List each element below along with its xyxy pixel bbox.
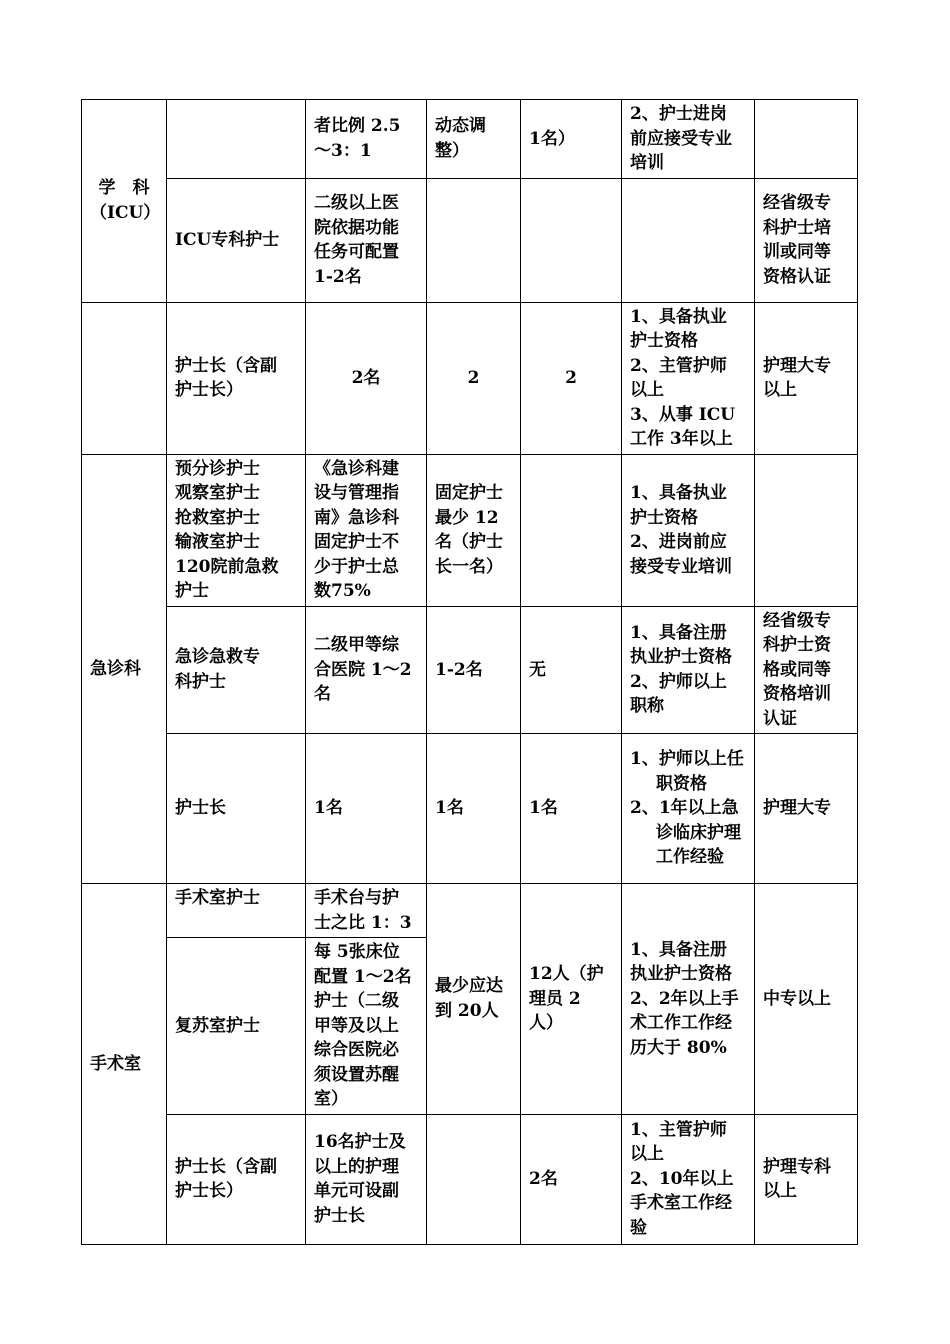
table-cell xyxy=(167,606,306,734)
cell-text: 护士（二级 xyxy=(314,991,399,1011)
dept-label: 急诊科 xyxy=(90,658,141,679)
table-cell xyxy=(622,100,755,179)
cell-text: 士之比 1：3 xyxy=(314,912,412,933)
cell-text: 历大于 80% xyxy=(630,1037,727,1058)
table-row xyxy=(82,302,858,454)
cell-text: 甲等及以上 xyxy=(314,1015,399,1036)
cell-text: ICU专科护士 xyxy=(175,229,280,250)
cell-text: 护士 xyxy=(175,581,209,601)
table-cell xyxy=(755,884,858,1115)
cell-text: 1名 xyxy=(529,798,558,819)
cell-text: 认证 xyxy=(763,708,797,729)
cell-text: 护理大专 xyxy=(763,355,831,376)
table-cell xyxy=(167,734,306,884)
table-cell xyxy=(521,454,622,606)
cell-text: 护士长） xyxy=(175,380,243,400)
table-cell xyxy=(167,1114,306,1244)
cell-text: 以上 xyxy=(763,380,797,400)
table-cell xyxy=(427,884,521,1115)
cell-text: 前应接受专业 xyxy=(630,128,732,149)
cell-text: 名 xyxy=(314,684,331,704)
dept-icu-cell xyxy=(82,100,167,303)
cell-text: 1、具备注册 xyxy=(630,939,727,960)
cell-text: 格或同等 xyxy=(763,659,831,680)
table-cell xyxy=(622,884,755,1115)
cell-text: 护士资格 xyxy=(630,331,698,351)
cell-text: 1名 xyxy=(435,798,464,819)
cell-text: 2、护师以上 xyxy=(630,671,727,692)
cell-text: 经省级专 xyxy=(763,610,831,631)
cell-text: 经省级专 xyxy=(763,193,831,213)
table-cell xyxy=(306,178,427,302)
cell-text: 配置 1～2名 xyxy=(314,966,412,987)
table-row xyxy=(82,454,858,606)
table-cell xyxy=(755,178,858,302)
table-row xyxy=(82,884,858,938)
cell-text: 执业护士资格 xyxy=(630,964,732,984)
table-cell xyxy=(622,302,755,454)
cell-text: 验 xyxy=(630,1217,647,1238)
cell-text: 资格认证 xyxy=(763,266,831,287)
table-cell xyxy=(167,100,306,179)
table-cell xyxy=(427,302,521,454)
cell-text: 护士长 xyxy=(314,1205,365,1226)
table-cell xyxy=(306,606,427,734)
cell-text: 者比例 2.5 xyxy=(314,116,401,137)
cell-text: 护士长（含副 xyxy=(175,355,277,376)
table-cell xyxy=(427,606,521,734)
staffing-table xyxy=(81,99,858,1245)
cell-text: 培训 xyxy=(630,153,664,173)
cell-text: 16名护士及 xyxy=(314,1132,406,1152)
cell-text: 手术室工作经 xyxy=(630,1193,732,1214)
cell-text: 以上的护理 xyxy=(314,1156,399,1177)
cell-text: 科护士培 xyxy=(763,217,831,238)
cell-text: 护理专科 xyxy=(763,1156,831,1177)
cell-text: 以上 xyxy=(630,1144,664,1165)
cell-text: 2、1年以上急诊临床护理工作经验 xyxy=(630,798,741,868)
table-cell xyxy=(521,178,622,302)
cell-text: 2、主管护师 xyxy=(630,355,727,376)
table-row xyxy=(82,1114,858,1244)
cell-text: 南》急诊科 xyxy=(314,507,399,528)
table-cell xyxy=(306,1114,427,1244)
cell-text: 2、10年以上 xyxy=(630,1168,734,1189)
cell-text: 护理大专 xyxy=(763,798,831,819)
table-cell xyxy=(427,178,521,302)
cell-text: 科护士资 xyxy=(763,635,831,655)
table-cell xyxy=(521,606,622,734)
table-cell xyxy=(622,606,755,734)
cell-text: 少于护士总 xyxy=(314,556,399,577)
dept-label: 手术室 xyxy=(90,1053,141,1074)
cell-text: 人） xyxy=(529,1013,563,1033)
cell-text: 中专以上 xyxy=(763,988,831,1009)
cell-text: 动态调 xyxy=(435,116,486,137)
table-row xyxy=(82,606,858,734)
cell-text: ～3：1 xyxy=(314,140,372,161)
cell-text: 合医院 1～2 xyxy=(314,659,412,680)
cell-text: 以上 xyxy=(630,380,664,400)
cell-text: 整） xyxy=(435,140,469,161)
cell-text: 1名 xyxy=(314,798,343,819)
table-cell xyxy=(427,734,521,884)
dept-emergency-cell xyxy=(82,454,167,884)
table-cell xyxy=(306,938,427,1115)
cell-text: 预分诊护士 xyxy=(175,458,260,479)
cell-text: 理员 2 xyxy=(529,988,581,1009)
cell-text: 1-2名 xyxy=(435,659,483,680)
cell-text: 2 xyxy=(565,367,577,388)
table-cell xyxy=(622,454,755,606)
cell-text: 接受专业培训 xyxy=(630,556,732,577)
table-cell xyxy=(427,454,521,606)
cell-text: 复苏室护士 xyxy=(175,1015,260,1036)
cell-text: 2、进岗前应 xyxy=(630,532,727,552)
table-cell xyxy=(306,454,427,606)
cell-text: 3、从事 ICU xyxy=(630,404,736,425)
cell-text: 急诊急救专 xyxy=(175,647,260,668)
table-cell xyxy=(622,734,755,884)
cell-text: 1-2名 xyxy=(314,266,362,287)
cell-text: 任务可配置 xyxy=(314,242,399,262)
cell-text: 最少 12 xyxy=(435,507,499,528)
cell-text: 1、具备注册 xyxy=(630,622,727,643)
cell-text: 2名 xyxy=(351,367,381,388)
cell-text: 《急诊科建 xyxy=(314,458,399,479)
cell-text: 名（护士 xyxy=(435,532,503,552)
cell-text: 无 xyxy=(529,659,546,680)
cell-text: 单元可设副 xyxy=(314,1181,399,1201)
table-cell xyxy=(755,454,858,606)
table-row xyxy=(82,734,858,884)
cell-text: 1、具备执业 xyxy=(630,483,727,503)
table-cell xyxy=(167,938,306,1115)
table-cell xyxy=(755,1114,858,1244)
cell-text: 1、具备执业 xyxy=(630,306,727,327)
cell-text: 院依据功能 xyxy=(314,217,399,238)
table-cell xyxy=(755,734,858,884)
cell-text: 2、护士进岗 xyxy=(630,104,727,124)
cell-text: 观察室护士 xyxy=(175,483,260,503)
table-cell xyxy=(521,734,622,884)
cell-text: 固定护士不 xyxy=(314,532,399,552)
dept-label: （ICU） xyxy=(90,202,161,223)
cell-text: 1、护师以上任职资格 xyxy=(630,749,744,794)
cell-text: 护士长） xyxy=(175,1181,243,1201)
cell-text: 12人（护 xyxy=(529,964,604,984)
table-cell xyxy=(755,100,858,179)
cell-text: 二级以上医 xyxy=(314,193,399,213)
cell-text: 二级甲等综 xyxy=(314,635,399,655)
cell-text: 每 5张床位 xyxy=(314,942,400,962)
table-cell xyxy=(306,734,427,884)
cell-text: 执业护士资格 xyxy=(630,647,732,668)
table-cell xyxy=(521,100,622,179)
cell-text: 输液室护士 xyxy=(175,532,260,552)
cell-text: 护士资格 xyxy=(630,507,698,528)
table-cell xyxy=(306,302,427,454)
cell-text: 室） xyxy=(314,1089,348,1109)
table-cell xyxy=(167,178,306,302)
cell-text: 职称 xyxy=(630,696,664,717)
cell-text: 1名） xyxy=(529,128,575,149)
table-cell xyxy=(521,302,622,454)
cell-text: 术工作工作经 xyxy=(630,1013,732,1033)
cell-text: 护士长 xyxy=(175,798,226,819)
dept-or-cell xyxy=(82,884,167,1245)
cell-text: 最少应达 xyxy=(435,976,503,997)
cell-text: 资格培训 xyxy=(763,684,831,704)
cell-text: 以上 xyxy=(763,1181,797,1201)
table-row xyxy=(82,178,858,302)
cell-text: 2 xyxy=(467,367,480,388)
table-cell xyxy=(521,884,622,1115)
table-cell xyxy=(622,178,755,302)
table-cell xyxy=(427,1114,521,1244)
table-cell xyxy=(306,884,427,938)
table-cell xyxy=(755,606,858,734)
cell-text: 训或同等 xyxy=(763,242,831,262)
cell-text: 2、2年以上手 xyxy=(630,988,739,1009)
dept-label: 学 科 xyxy=(98,178,150,199)
cell-text: 120院前急救 xyxy=(175,556,279,577)
cell-text: 设与管理指 xyxy=(314,483,399,503)
cell-text: 到 20人 xyxy=(435,1000,499,1021)
table-cell xyxy=(306,100,427,179)
table-row xyxy=(82,100,858,179)
cell-text: 科护士 xyxy=(175,671,226,692)
table-cell xyxy=(167,454,306,606)
cell-text: 护士长（含副 xyxy=(175,1156,277,1177)
table-cell xyxy=(755,302,858,454)
cell-text: 数75% xyxy=(314,581,371,601)
cell-text: 须设置苏醒 xyxy=(314,1064,399,1085)
cell-text: 工作 3年以上 xyxy=(630,429,733,449)
cell-text: 固定护士 xyxy=(435,483,503,503)
cell-text: 2名 xyxy=(529,1168,558,1189)
table-cell xyxy=(167,302,306,454)
cell-text: 1、主管护师 xyxy=(630,1119,727,1140)
table-cell xyxy=(521,1114,622,1244)
table-cell xyxy=(427,100,521,179)
cell-text: 抢救室护士 xyxy=(175,507,260,528)
cell-text: 手术室护士 xyxy=(175,888,260,908)
table-cell xyxy=(82,302,167,454)
cell-text: 综合医院必 xyxy=(314,1040,399,1060)
cell-text: 手术台与护 xyxy=(314,888,399,908)
table-cell xyxy=(167,884,306,938)
cell-text: 长一名） xyxy=(435,556,503,577)
table-cell xyxy=(622,1114,755,1244)
